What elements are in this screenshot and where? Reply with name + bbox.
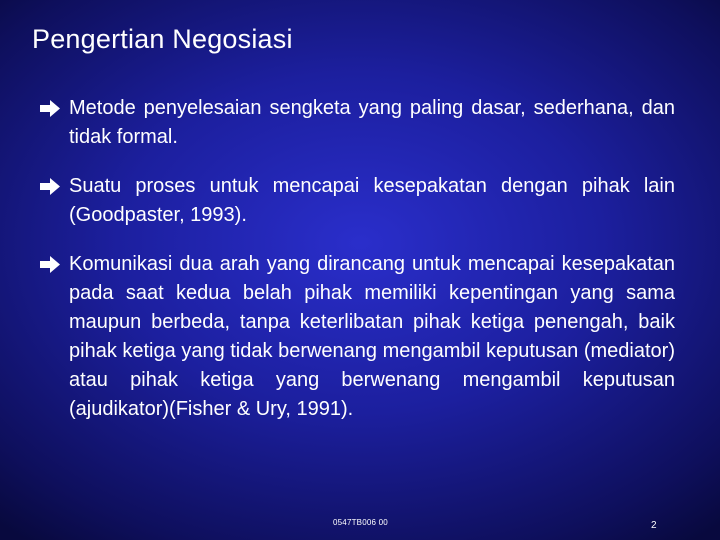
bullet-text: Suatu proses untuk mencapai kesepakatan dengan pihak lain (Goodpaster, 1993). <box>69 175 675 226</box>
bullet-item <box>40 94 675 152</box>
footer-code: 0547TB006 00 <box>333 518 388 527</box>
bullet-text: Metode penyelesaian sengketa yang paling dasar, sederhana, dan tidak formal. <box>69 97 675 148</box>
bullet-list <box>40 94 675 444</box>
bullet-text: Komunikasi dua arah yang dirancang untuk mencapai kesepakatan pada saat kedua belah pihak memiliki kepentingan yang sama maupun berbeda, tanpa keterlibatan pihak ketiga penengah, baik pihak ketiga yang tidak berwenang mengambil keputusan (mediator) atau pihak ketiga yang berwenang mengambil keputusan (ajudikator)(Fisher & Ury, 1991). <box>69 253 675 420</box>
right-arrow-icon <box>40 100 60 117</box>
bullet-item <box>40 172 675 230</box>
slide-title: Pengertian Negosiasi <box>32 24 293 54</box>
right-arrow-icon <box>40 178 60 195</box>
page-number: 2 <box>651 520 657 531</box>
right-arrow-icon <box>40 256 60 273</box>
bullet-item <box>40 250 675 424</box>
